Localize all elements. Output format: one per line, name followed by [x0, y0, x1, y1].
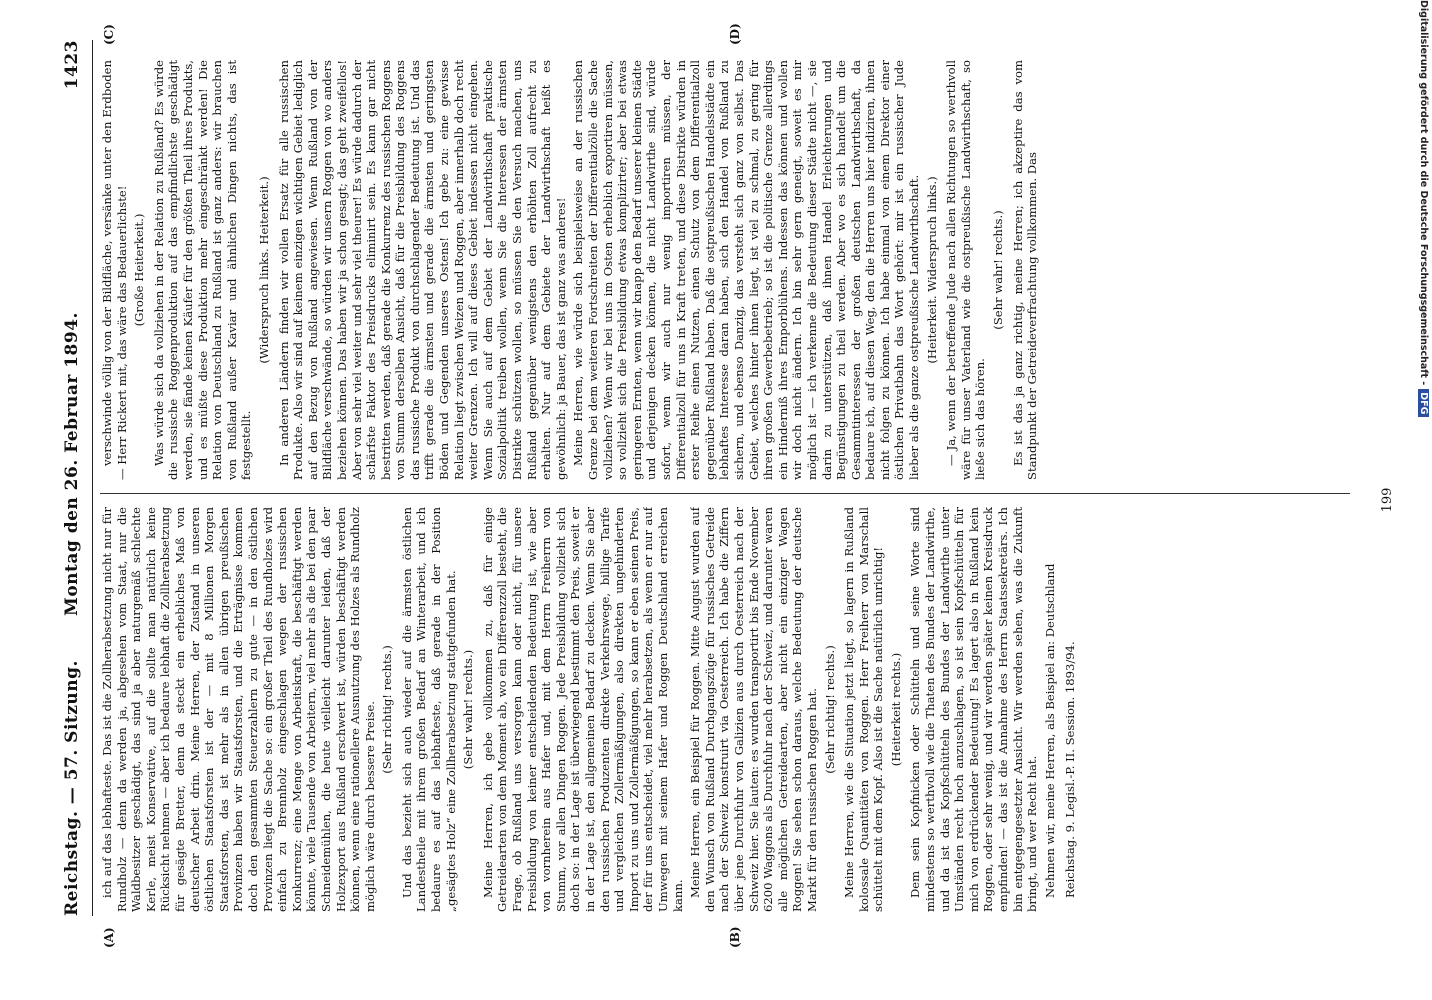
column-divider	[100, 493, 1350, 494]
right-column	[100, 60, 1350, 480]
dfg-logo: DFG	[1418, 389, 1429, 417]
right-interjection: (Sehr wahr! rechts.)	[991, 210, 1006, 330]
right-paragraph: Meine Herren, wie würde sich beispielsweise an der russischen Grenze bei dem weiteren Fortschreiten der Differentialzölle die Sache vollziehen? Wenn wir bei uns im Osten erheblich exportiren müssen, so vollzieht sich die Preisbildung etwas komplizirter; aber bei etwas geringeren Ernten, wenn wir knapp den Bedarf unserer kleinen Städte und derjenigen decken können, die nicht Landwirthe sind, würde sofort, wenn wir auch nur wenig importiren müssen, der Differentialzoll für uns in Kraft treten, und diese Distrikte würden in erster Reihe einen Nutzen, einen Schutz von dem Differentialzoll gegenüber Rußland haben. Daß die ostpreußischen Handelsstädte ein lebhaftes Interesse daran haben, sich den Handel von Rußland zu sichern, und ebenso Danzig, das versteht sich ganz von selbst. Das Gebiet, welches hinter ihnen liegt, ist viel zu schmal, zu gering für ihren großen Gewerbebetrieb; so ist die politische Grenze allerdings ein Hinderniß ihres Emporblühens. Indessen das können und wollen wir doch nicht ändern. Ich bin sehr gern geneigt, soweit es mir möglich ist — ich verkenne die Bedeutung dieser Städte nicht —, sie darin zu unterstützen, daß ihnen Handel Erleichterungen und Begünstigungen zu theil werden. Aber wo es sich handelt um die Gesammtinteressen der großen deutschen Landwirthschaft, da bedaure ich, auf diesen Weg, den die Herren uns hier indiziren, ihnen nicht folgen zu können. Ich habe einmal von einem Direktor einer östlichen Privatbahn das Wort gehört: mir ist ein russischer Jude lieber als die ganze ostpreußische Landwirthschaft.	[571, 60, 922, 480]
left-interjection: (Sehr richtig! rechts.)	[380, 645, 395, 774]
left-paragraph: Nehmen wir, meine Herren, als Beispiel an: Deutschland	[1042, 563, 1057, 898]
digitization-credit	[1416, 0, 1430, 1000]
left-footer: Reichstag. 9. Legisl.-P. II. Session. 1893/94.	[1063, 641, 1078, 898]
left-paragraph: Meine Herren, wie die Situation jetzt liegt, so lagern in Rußland kolossale Quantitäten von Roggen. Herr Freiherr von Marschall schüttelt mit dem Kopf. Also ist die Sache natürlich unrichtig!	[842, 507, 886, 912]
left-paragraph: Dem sein Kopfnicken oder Schütteln und seine Worte sind mindestens so werthvoll wie die Thaten des Bundes der Landwirthe, und da ist das Kopfschütteln des Bundes der Landwirthe unter Umständen recht hoch anzuschlagen, so ist sein Kopfschütteln für mich von erdrückender Bedeutung! Es lagert also in Rußland kein Roggen, oder sehr wenig, und wir werden später keinen Kreisdruck empfinden! — das ist die Annahme des Herrn Staatssekretärs. Ich bin entgegengesetzter Ansicht. Wir werden sehen, was die Zukunft bringt, und wer Recht hat.	[908, 507, 1040, 912]
margin-marker-b: (B)	[728, 926, 742, 948]
right-interjection: (Heiterkeit. Widerspruch links.)	[924, 176, 939, 364]
margin-marker-d: (D)	[728, 23, 742, 45]
margin-marker-a: (A)	[102, 927, 116, 948]
left-paragraph: Meine Herren, ein Beispiel für Roggen. Mitte August wurden auf den Wunsch von Rußland Durchgangszüge für russisches Getreide nach der Schweiz konstruirt via Oesterreich. Ich habe die Ziffern über jene Durchfuhr von Galizien aus durch Oesterreich nach der Schweiz hier. Sie lauten: es wurden transportirt bis Ende November 6200 Waggons als Durchfuhr nach der Schweiz, und darunter waren alle möglichen Getreidearten, aber nicht ein einziger Wagen Roggen! Sie sehen schon daraus, welche Bedeutung der deutsche Markt für den russischen Roggen hat.	[688, 507, 819, 912]
right-paragraph: — Ja, wenn der betreffende Jude nach allen Richtungen so werthvoll wäre für unser Vaterland wie die ostpreußische Landwirthschaft, so ließe sich das hören.	[944, 60, 988, 480]
margin-marker-c: (C)	[102, 24, 116, 45]
left-paragraph: Meine Herren, ich gebe vollkommen zu, daß für einige Getreidearten von dem Moment ab, wo ein Differenzzoll besteht, die Frage, ob Rußland uns versorgen kann oder nicht, für unsere Preisbildung von keiner entscheidenden Bedeutung ist, wie aber von vornherein aus Hafer und, mit dem Herrn Freiherrn von Stumm, vor allen Dingen Roggen. Jede Preisbildung vollzieht sich doch so: in der Lage ist überwiegend bestimmt den Preis, soweit er in der Lage ist, den allgemeinen Bedarf zu decken. Wenn Sie aber den russischen Produzenten direkte Verkehrswege, billige Tarife und vergleichen Zollermäßigungen, also direkten ungehinderten Import zu uns und Zollermäßigungen, so kann er eben seinen Preis, der für uns entscheidet, viel mehr herabsetzen, als wenn er nur auf Umwegen mit seinem Hafer und Roggen Deutschland erreichen kann.	[480, 507, 685, 912]
left-interjection: (Heiterkeit rechts.)	[888, 652, 903, 767]
right-paragraph: verschwinde völlig von der Bildfläche, versänke unter den Erdboden — Herr Rickert mit, das wäre das Bedauerlichste!	[100, 60, 129, 480]
right-paragraph: Was würde sich da vollziehen in der Relation zu Rußland? Es würde die russische Roggenproduktion auf das empfindlichste geschädigt werden, sie fände keinen Käufer für den größten Theil ihres Produkts, und es müßte diese Produktion mehr eingeschränkt werden! Die Relation von Deutschland zu Rußland ist ganz anders: wir brauchen von Rußland außer Kaviar und ähnlichen Dingen nichts, das ist festgestellt.	[151, 60, 254, 480]
running-header	[62, 40, 88, 916]
right-paragraph: In anderen Ländern finden wir vollen Ersatz für alle russischen Produkte. Also wir sind auf keinem einzigen wichtigen Gebiet lediglich auf den Bezug von Rußland angewiesen. Wenn Rußland von der Bildfläche verschwände, so würden wir unsern Roggen von wo anders beziehen können. Das haben wir ja schon gesagt; das geht zweifellos! Aber von sehr viel weiter und sehr viel theurer! Es würde dadurch der schärfste Faktor des Preisdrucks eliminirt sein. Es kann gar nicht bestritten werden, daß gerade die Konkurrenz des russischen Roggens von Stumm derselben Ansicht, daß für die Preisbildung des Roggens das russische Produkt von durchschlagender Bedeutung ist. Und das trifft gerade die ärmsten und gerade die ärmsten und geringsten Böden und Gegenden unseres Ostens! Ich gebe zu: eine gewisse Relation liegt zwischen Weizen und Roggen, aber innerhalb doch recht weiter Grenzen. Ich will auf dieses Gebiet indessen nicht eingehen. Wenn Sie auch auf dem Gebiet der Landwirthschaft praktische Sozialpolitik treiben wollen, wenn Sie die Interessen der ärmsten Distrikte schützen wollen, so müssen Sie den Versuch machen, uns Rußland gegenüber wenigstens den erhöhten Zoll aufrecht zu erhalten. Nur auf dem Gebiete der Landwirthschaft heißt es gewöhnlich: ja Bauer, das ist ganz was anderes!	[276, 60, 568, 480]
header-page-number: 1423	[62, 40, 82, 90]
header-rule	[92, 40, 93, 916]
header-date: Montag den 26. Februar 1894.	[62, 312, 82, 616]
left-interjection: (Sehr richtig! rechts.)	[822, 645, 837, 774]
digitization-credit-text: Digitalisierung gefördert durch die Deutsche Forschungsgemeinschaft -	[1418, 0, 1429, 386]
header-left: Reichstag. — 57. Sitzung.	[62, 660, 82, 916]
right-paragraph: Es ist das ja ganz richtig, meine Herren; ich akzeptire das vom Standpunkt der Getreideverfrachtung vollkommen. Das	[1010, 60, 1040, 480]
left-paragraph: ich auf das lebhafteste. Das ist die Zollherabsetzung nicht nur für Rundholz — denn da werden ja, abgesehen vom Staat, nur die Waldbesitzer geschädigt, das sind ja aber naturgemäß schlechte Kerle, meist Konservative, auf die sollte man natürlich keine Rücksicht nehmen — aber ich bedaure lebhaft die Zollherabsetzung für gesägte Bretter, denn da steckt ein erhebliches Maß von deutscher Arbeit drin. Meine Herren, der Zustand in unseren östlichen Staatsforsten ist der — mit 8 Millionen Morgen Staatsforsten, das ist mehr als in allen übrigen preußischen Provinzen haben wir Staatsforsten, und die Erträgnisse kommen doch den gesammten Steuerzahlern zu gute — in den östlichen Provinzen liegt die Sache so: ein großer Theil des Rundholzes wird einfach zu Brennholz eingeschlagen wegen der russischen Konkurrenz; eine Menge von Arbeitskraft, die beschäftigt werden könnte, viele Tausende von Arbeitern, viel mehr als die bei den paar Schneidemühlen, die heute vielleicht darunter leiden, daß der Holzexport aus Rußland erschwert ist, würden beschäftigt werden können, wenn eine rationellere Ausnutzung des Holzes als Rundholz möglich wäre durch bessere Preise.	[100, 507, 377, 912]
right-interjection: (Widerspruch links. Heiterkeit.)	[256, 176, 271, 364]
left-paragraph: Und das bezieht sich auch wieder auf die ärmsten östlichen Landestheile mit ihrem großen Bedarf an Winterarbeit, und ich bedaure es auf das lebhafteste, daß gerade in der Position „gesägtes Holz“ eine Zollherabsetzung stattgefunden hat.	[399, 507, 458, 912]
left-column	[100, 507, 1350, 912]
page-number: 199	[1380, 487, 1395, 513]
right-interjection: (Große Heiterkeit.)	[132, 213, 147, 327]
left-interjection: (Sehr wahr! rechts.)	[461, 649, 476, 770]
